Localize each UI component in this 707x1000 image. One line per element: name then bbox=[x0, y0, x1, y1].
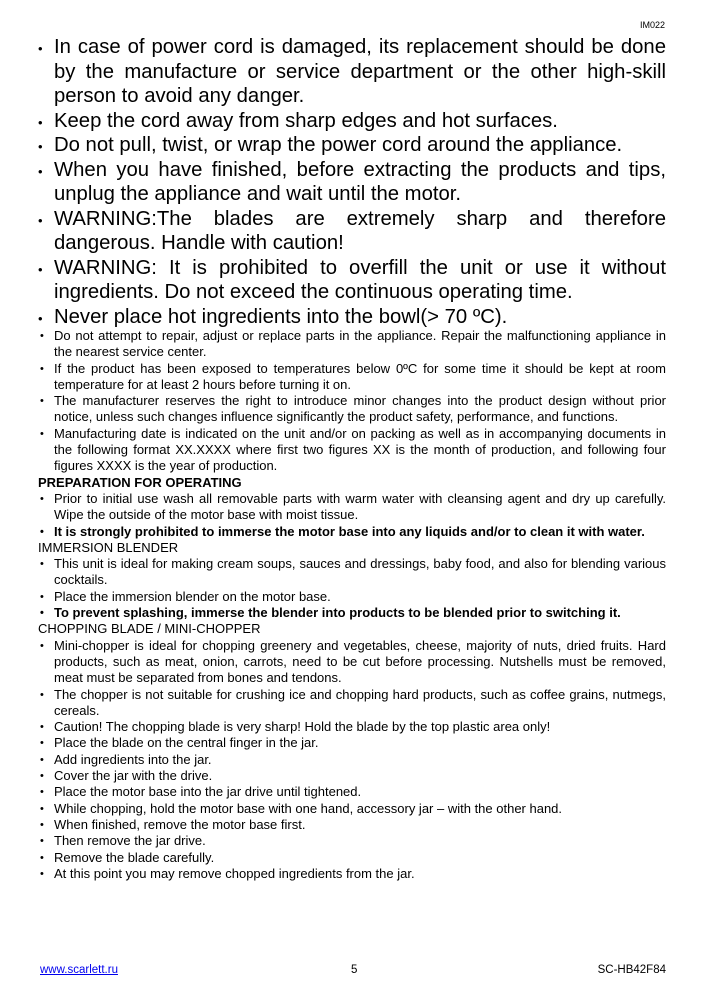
instructions-body bbox=[38, 328, 666, 882]
model-number: SC-HB42F84 bbox=[597, 964, 666, 976]
section-heading-preparation: PREPARATION FOR OPERATING bbox=[38, 474, 242, 490]
list-item: • Place the blade on the central finger in the jar. bbox=[38, 735, 666, 751]
immersion-list bbox=[38, 556, 666, 621]
list-item: • It is strongly prohibited to immerse the motor base into any liquids and/or to clean it with water. bbox=[38, 524, 666, 540]
list-item: • This unit is ideal for making cream soups, sauces and dressings, baby food, and also for blending various cocktails. bbox=[38, 556, 666, 589]
website-link[interactable]: www.scarlett.ru bbox=[40, 964, 118, 976]
list-item: • Do not pull, twist, or wrap the power cord around the appliance. bbox=[38, 133, 666, 158]
list-item: • While chopping, hold the motor base with one hand, accessory jar – with the other hand. bbox=[38, 801, 666, 817]
list-item: • Caution! The chopping blade is very sharp! Hold the blade by the top plastic area only! bbox=[38, 719, 666, 735]
list-item: • Place the immersion blender on the motor base. bbox=[38, 589, 666, 605]
list-item: • Keep the cord away from sharp edges and hot surfaces. bbox=[38, 109, 666, 134]
list-item: • WARNING:The blades are extremely sharp and therefore dangerous. Handle with caution! bbox=[38, 207, 666, 256]
document-code: IM022 bbox=[639, 20, 665, 30]
list-item: • To prevent splashing, immerse the blender into products to be blended prior to switching it. bbox=[38, 605, 666, 621]
page-footer bbox=[40, 964, 666, 980]
list-item: • The manufacturer reserves the right to introduce minor changes into the product design without prior notice, unless such changes influence significantly the product safety, performance, and functions. bbox=[38, 393, 666, 426]
preparation-list bbox=[38, 491, 666, 540]
list-item: • Add ingredients into the jar. bbox=[38, 752, 666, 768]
section-heading-chopping: CHOPPING BLADE / MINI-CHOPPER bbox=[38, 621, 261, 637]
section-heading-immersion: IMMERSION BLENDER bbox=[38, 539, 179, 555]
list-item: • Never place hot ingredients into the bowl(> 70 ºC). bbox=[38, 305, 666, 330]
list-item: • When you have finished, before extracting the products and tips, unplug the appliance and wait until the motor. bbox=[38, 158, 666, 207]
list-item: • At this point you may remove chopped ingredients from the jar. bbox=[38, 866, 666, 882]
safety-warnings-large bbox=[38, 35, 666, 329]
list-item: • The chopper is not suitable for crushing ice and chopping hard products, such as coffee grains, nutmegs, cereals. bbox=[38, 687, 666, 720]
list-item: • Remove the blade carefully. bbox=[38, 850, 666, 866]
list-item: • WARNING: It is prohibited to overfill the unit or use it without ingredients. Do not exceed the continuous operating time. bbox=[38, 256, 666, 305]
general-notes-list bbox=[38, 328, 666, 475]
page-number: 5 bbox=[351, 964, 358, 976]
list-item: • Manufacturing date is indicated on the unit and/or on packing as well as in accompanying documents in the following format XX.XXXX where first two figures XX is the month of production, and following four figures XXXX is the year of production. bbox=[38, 426, 666, 475]
list-item: • Then remove the jar drive. bbox=[38, 833, 666, 849]
list-item: • Prior to initial use wash all removable parts with warm water with cleansing agent and dry up carefully. Wipe the outside of the motor base with moist tissue. bbox=[38, 491, 666, 524]
chopping-list bbox=[38, 638, 666, 882]
list-item: • Mini-chopper is ideal for chopping greenery and vegetables, cheese, majority of nuts, dried fruits. Hard products, such as meat, onion, carrots, need to be cut before processing. Nutshells must be removed, meat must be separated from bones and tendons. bbox=[38, 638, 666, 687]
list-item: • Cover the jar with the drive. bbox=[38, 768, 666, 784]
list-item: • If the product has been exposed to temperatures below 0ºC for some time it should be kept at room temperature for at least 2 hours before turning it on. bbox=[38, 361, 666, 394]
list-item: • In case of power cord is damaged, its replacement should be done by the manufacture or service department or the other high-skill person to avoid any danger. bbox=[38, 35, 666, 109]
list-item: • When finished, remove the motor base first. bbox=[38, 817, 666, 833]
list-item: • Do not attempt to repair, adjust or replace parts in the appliance. Repair the malfunctioning appliance in the nearest service center. bbox=[38, 328, 666, 361]
list-item: • Place the motor base into the jar drive until tightened. bbox=[38, 784, 666, 800]
